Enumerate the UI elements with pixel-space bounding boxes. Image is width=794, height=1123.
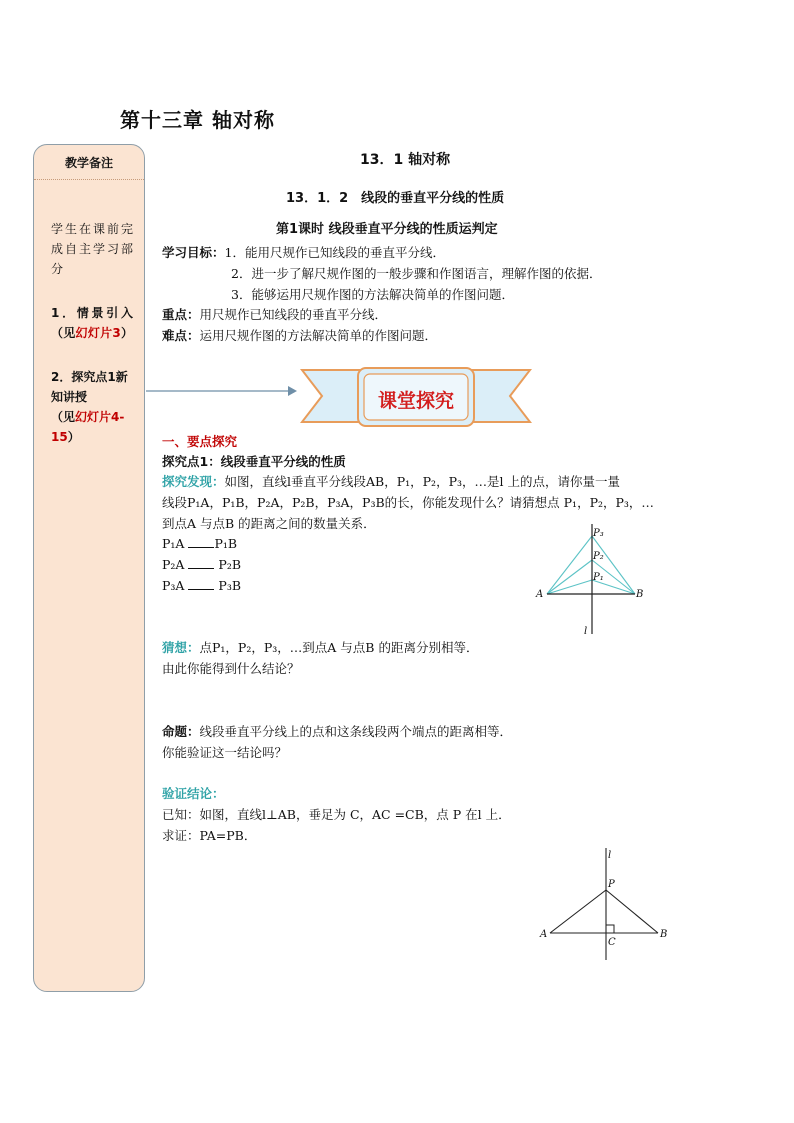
- triangle-pab-figure: [536, 846, 676, 964]
- blank-right: P₃B: [218, 578, 242, 593]
- label-p3: P₃: [593, 528, 604, 539]
- sidebar-ref-prefix: （见: [51, 326, 76, 340]
- question-conclusion: 由此你能得到什么结论？: [162, 661, 300, 676]
- label-a: A: [540, 929, 548, 940]
- subsection-title: 13．1．2 线段的垂直平分线的性质: [286, 191, 505, 206]
- right-angle-mark: [606, 925, 614, 933]
- proposition: [162, 723, 512, 741]
- blank-left: P₂A: [162, 557, 185, 572]
- blank-row-1: [162, 535, 237, 553]
- discovery-label: 探究发现：: [162, 474, 225, 489]
- sidebar-note: 学生在课前完成自主学习部分: [51, 222, 133, 276]
- blank-line: [188, 568, 214, 569]
- difficulty: [162, 327, 437, 345]
- sidebar-ref-suffix: ）: [67, 430, 80, 444]
- conjecture-text: 点P₁，P₂，P₃，…到点A 与点B 的距离分别相等．: [199, 640, 479, 655]
- sidebar-divider: [34, 179, 144, 180]
- objective-1: 1．能用尺规作已知线段的垂直平分线．: [224, 245, 445, 260]
- slide-ref: 幻灯片4-15: [51, 410, 125, 444]
- sidebar-item-intro-label: 1．情景引入: [51, 306, 133, 320]
- banner-text: 课堂探究: [377, 390, 454, 412]
- label-l: l: [608, 850, 612, 861]
- conjecture: [162, 639, 478, 657]
- key-point: [162, 306, 387, 324]
- blank-right: P₁B: [214, 536, 238, 551]
- verify-label: 验证结论：: [162, 786, 225, 801]
- label-p: P: [608, 879, 615, 890]
- label-p1: P₁: [593, 572, 604, 583]
- blank-row-2: [162, 556, 241, 574]
- pointer-arrow: [146, 384, 298, 398]
- key-point-label: 重点：: [162, 307, 200, 322]
- sidebar-item-explore: [51, 367, 133, 447]
- label-a: A: [536, 589, 544, 600]
- sidebar-header: 教学备注: [64, 156, 113, 170]
- difficulty-text: 运用尺规作图的方法解决简单的作图问题．: [199, 328, 438, 343]
- discovery-line-1: [162, 473, 620, 491]
- conjecture-label: 猜想：: [162, 640, 200, 655]
- discovery-line-3: 到点A 与点B 的距离之间的数量关系．: [162, 516, 376, 531]
- discovery-line-2: 线段P₁A，P₁B，P₂A，P₂B，P₃A，P₃B的长，你能发现什么？请猜想点 P₁，P₂，P₃，…: [162, 495, 654, 510]
- label-c: C: [608, 937, 616, 948]
- label-l: l: [584, 626, 588, 637]
- segment-pa: [550, 890, 606, 933]
- blank-right: P₂B: [218, 557, 242, 572]
- label-b: B: [660, 929, 668, 940]
- lesson-title: 第1课时 线段垂直平分线的性质运判定: [276, 222, 498, 237]
- blank-left: P₁A: [162, 536, 185, 551]
- part-one-heading: 一、要点探究: [162, 434, 238, 449]
- sidebar-ref-suffix: ）: [120, 326, 133, 340]
- classroom-explore-banner: [300, 364, 532, 430]
- objectives-label: 学习目标：: [162, 245, 225, 260]
- key-point-text: 用尺规作已知线段的垂直平分线．: [199, 307, 388, 322]
- prove-statement: 求证：PA=PB．: [162, 828, 257, 843]
- label-b: B: [636, 589, 644, 600]
- slide-ref: 幻灯片3: [75, 326, 121, 340]
- sidebar-ref-prefix: （见: [51, 410, 76, 424]
- perpendicular-bisector-figure: [530, 522, 660, 640]
- chapter-title: 第十三章 轴对称: [120, 108, 275, 132]
- blank-left: P₃A: [162, 578, 185, 593]
- sidebar-item-intro: [51, 303, 133, 343]
- difficulty-label: 难点：: [162, 328, 200, 343]
- blank-line: [188, 589, 214, 590]
- discovery-text-1: 如图，直线l垂直平分线段AB，P₁，P₂，P₃，…是l 上的点，请你量一量: [224, 474, 620, 489]
- teaching-notes-sidebar: [33, 144, 145, 992]
- objective-2: 2．进一步了解尺规作图的一般步骤和作图语言，理解作图的依据．: [231, 266, 602, 281]
- proposition-label: 命题：: [162, 724, 200, 739]
- section-title: 13．1 轴对称: [360, 152, 451, 168]
- label-p2: P₂: [593, 551, 604, 562]
- sidebar-item-explore-label: 2．探究点1新知讲授: [51, 370, 128, 404]
- blank-line: [188, 547, 214, 548]
- explore-point-title: 探究点1：线段垂直平分线的性质: [162, 454, 346, 469]
- objectives-line-1: [162, 244, 445, 262]
- given-statement: 已知：如图，直线l⊥AB，垂足为 C，AC =CB，点 P 在l 上．: [162, 807, 511, 822]
- proposition-text: 线段垂直平分线上的点和这条线段两个端点的距离相等．: [199, 724, 513, 739]
- question-verify: 你能验证这一结论吗？: [162, 745, 288, 760]
- objective-3: 3．能够运用尺规作图的方法解决简单的作图问题．: [231, 287, 514, 302]
- blank-row-3: [162, 577, 241, 595]
